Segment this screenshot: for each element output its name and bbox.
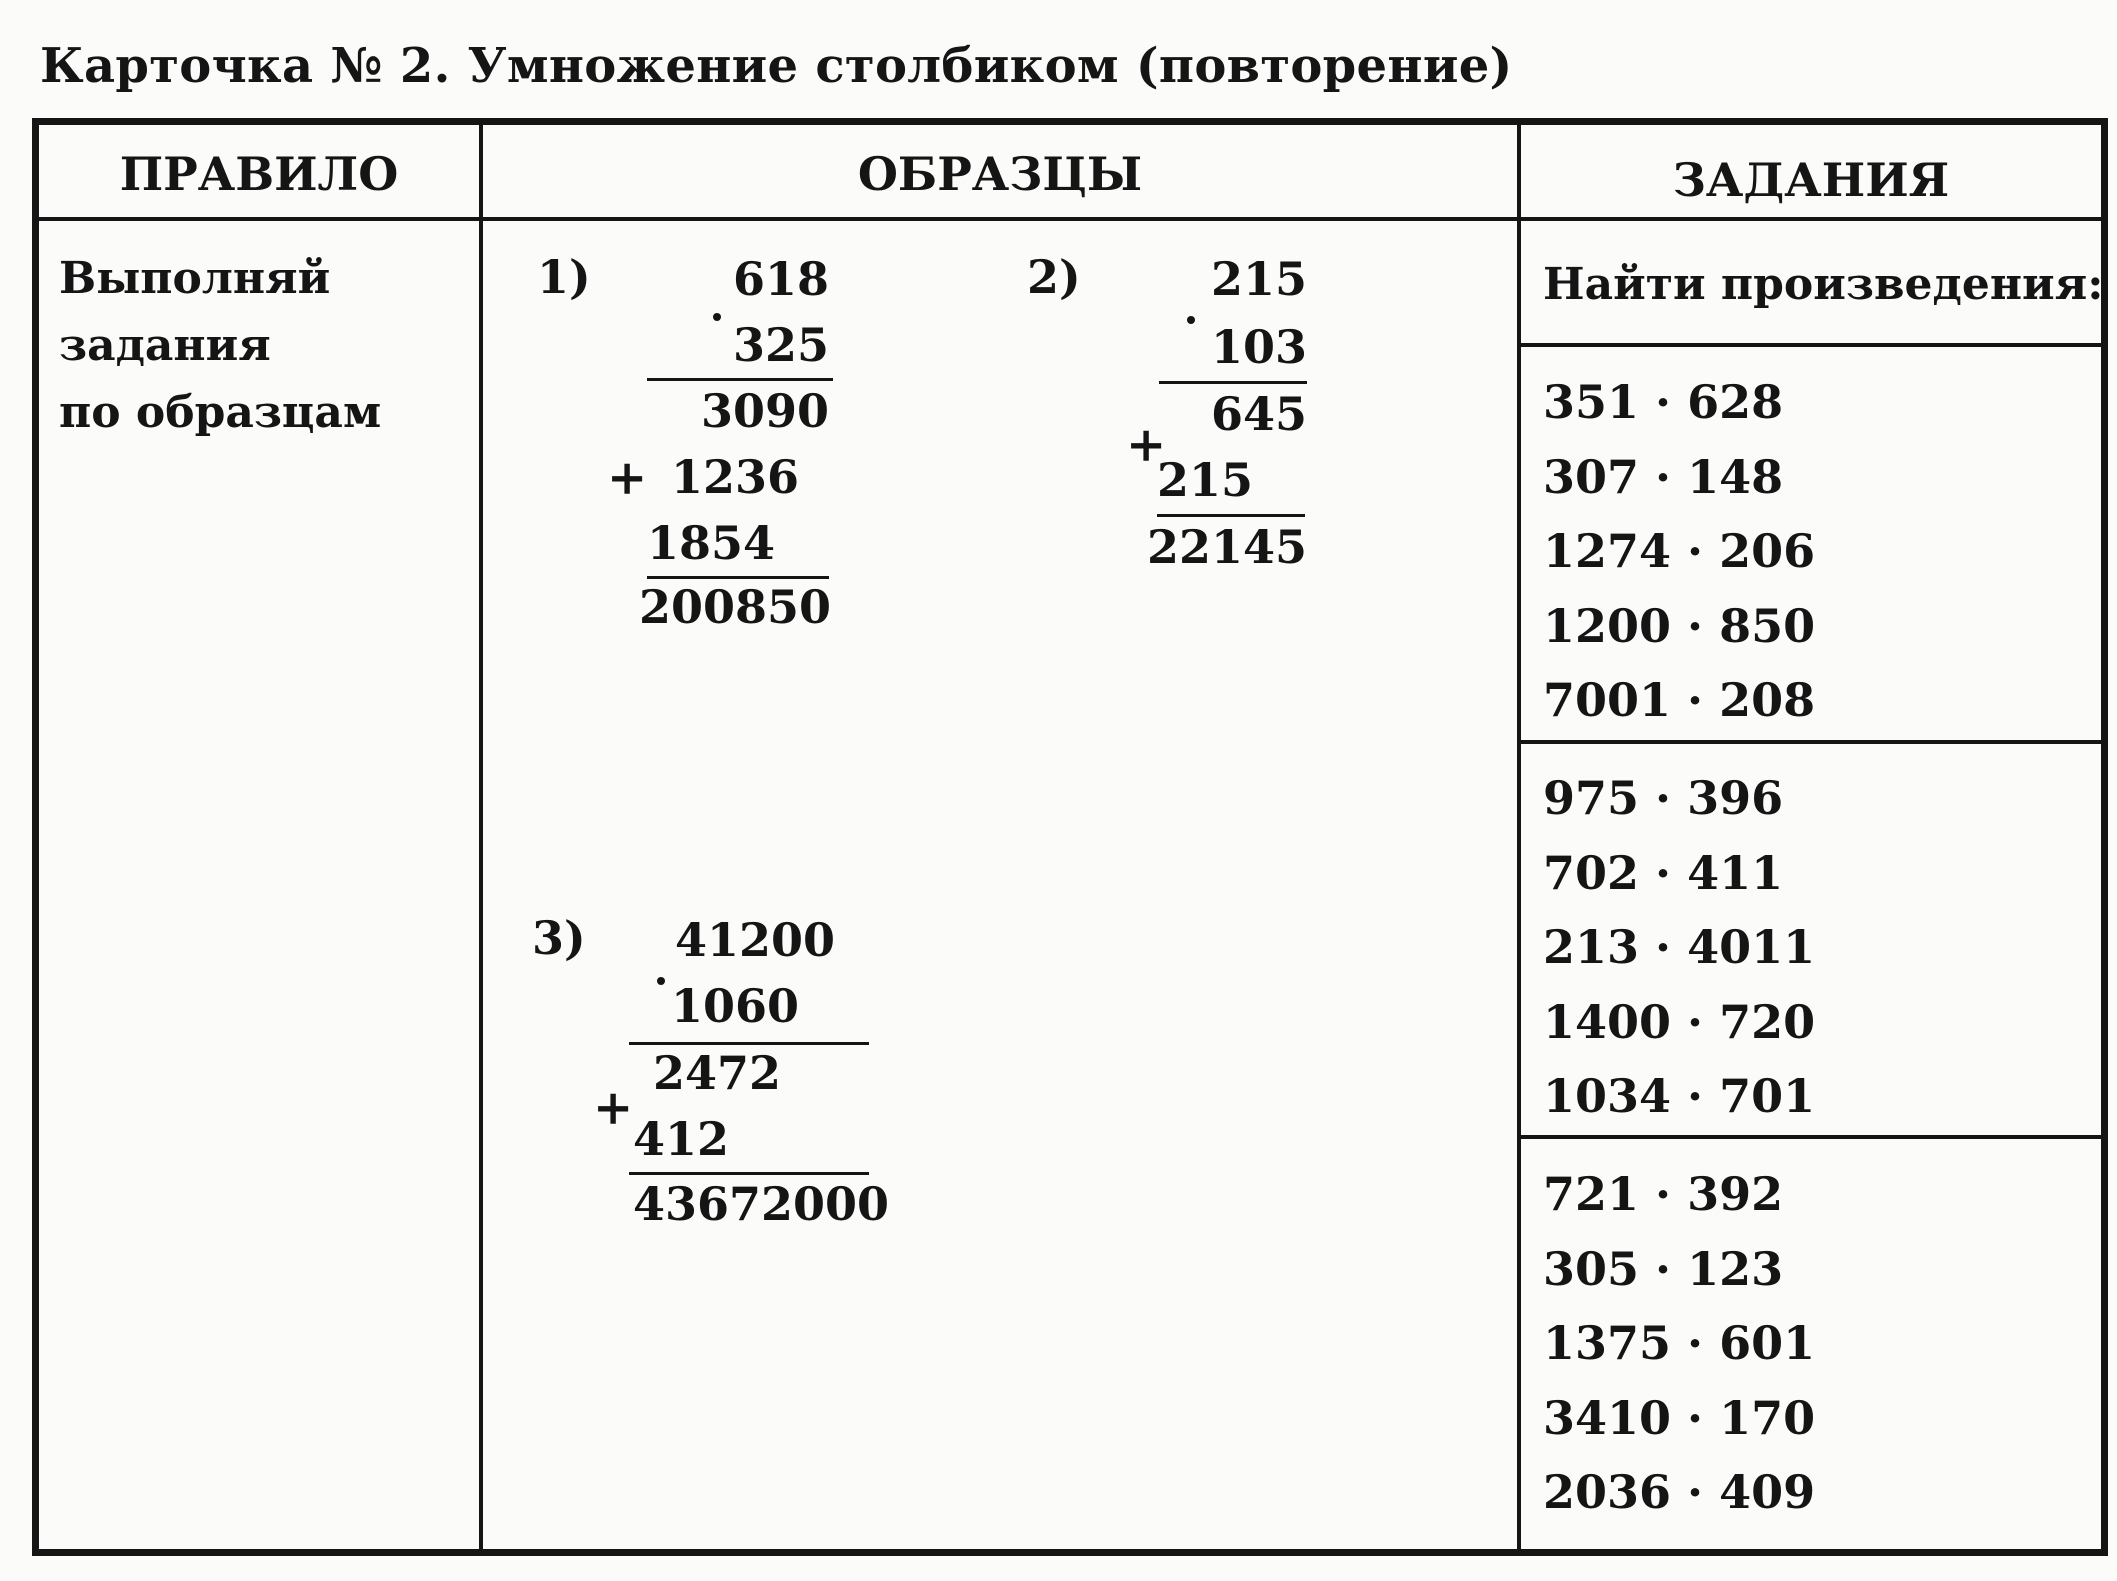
- task-item: 305 · 123: [1543, 1241, 1784, 1296]
- sample-label: 3): [532, 911, 586, 965]
- factor-1: 41200: [674, 913, 835, 967]
- product-result: 22145: [1146, 520, 1307, 574]
- partial-product: 1854: [647, 516, 776, 570]
- task-group-divider: [1517, 1135, 2101, 1139]
- task-item: 1274 · 206: [1543, 524, 1816, 578]
- header-samples: ОБРАЗЦЫ: [857, 147, 1143, 201]
- plus-sign: +: [607, 450, 648, 506]
- rule-line: задания: [59, 320, 271, 371]
- partial-product: 412: [633, 1112, 730, 1166]
- worksheet-table: [32, 118, 2108, 1556]
- underline: [1159, 381, 1307, 384]
- underline: [647, 576, 829, 579]
- task-item: 702 · 411: [1543, 845, 1784, 900]
- header-divider: [39, 217, 2101, 221]
- factor-2: 325: [732, 318, 829, 372]
- product-result: 200850: [639, 580, 832, 634]
- plus-sign: +: [1126, 417, 1167, 473]
- task-group-3: [1543, 1157, 1815, 1530]
- sample-label: 2): [1027, 250, 1081, 304]
- partial-product: 2472: [653, 1046, 782, 1100]
- underline: [629, 1172, 869, 1175]
- underline: [1157, 514, 1305, 517]
- task-item: 1375 · 601: [1543, 1316, 1816, 1370]
- rule-text: [59, 245, 381, 446]
- task-item: 975 · 396: [1543, 771, 1784, 825]
- partial-product: 215: [1157, 453, 1254, 507]
- factor-1: 618: [732, 252, 829, 306]
- partial-product: 645: [1210, 387, 1307, 441]
- factor-1: 215: [1210, 252, 1307, 306]
- header-tasks: ЗАДАНИЯ: [1672, 153, 1950, 207]
- card-title: Карточка № 2. Умножение столбиком (повторение): [40, 38, 1513, 94]
- task-item: 1034 · 701: [1543, 1069, 1816, 1123]
- task-item: 7001 · 208: [1543, 673, 1816, 727]
- task-group-2: [1543, 761, 1815, 1134]
- task-item: 307 · 148: [1543, 449, 1784, 504]
- task-item: 721 · 392: [1543, 1167, 1784, 1221]
- task-group-divider: [1517, 740, 2101, 744]
- task-item: 351 · 628: [1543, 375, 1784, 429]
- task-group-1: [1543, 365, 1815, 738]
- tasks-heading: Найти произведения:: [1543, 259, 2104, 310]
- partial-product: 3090: [700, 384, 829, 438]
- sample-label: 1): [537, 250, 591, 304]
- factor-2: 103: [1210, 320, 1307, 374]
- underline: [629, 1042, 869, 1045]
- task-item: 1200 · 850: [1543, 598, 1816, 653]
- task-item: 3410 · 170: [1543, 1390, 1816, 1445]
- rule-line: Выполняй: [59, 253, 331, 304]
- task-item: 1400 · 720: [1543, 994, 1816, 1049]
- task-item: 213 · 4011: [1543, 920, 1816, 974]
- factor-2: 1060: [670, 979, 799, 1033]
- product-result: 43672000: [633, 1177, 890, 1231]
- rule-line: по образцам: [59, 387, 382, 438]
- plus-sign: +: [593, 1080, 634, 1136]
- column-divider: [1517, 125, 1521, 1549]
- tasks-heading-divider: [1517, 343, 2101, 347]
- column-divider: [479, 125, 483, 1549]
- underline: [647, 378, 833, 381]
- task-item: 2036 · 409: [1543, 1465, 1816, 1519]
- header-rule: ПРАВИЛО: [119, 147, 399, 201]
- partial-product: 1236: [670, 450, 799, 504]
